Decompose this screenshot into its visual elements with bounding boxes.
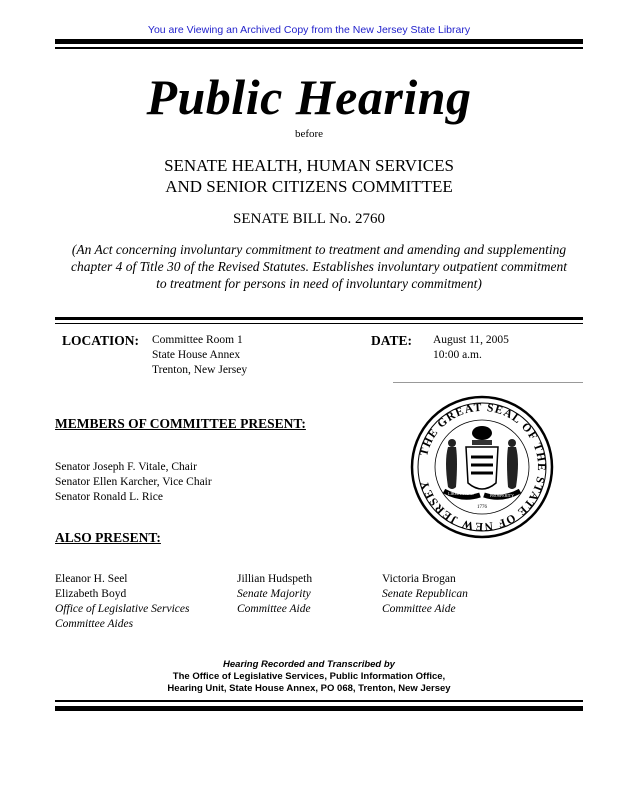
bill-description	[55, 241, 583, 292]
location-line-1: Committee Room 1	[152, 334, 243, 346]
attendee-role: Committee Aide	[382, 603, 456, 615]
horse-head-crest	[472, 426, 492, 440]
committee-name	[0, 155, 618, 197]
shield	[466, 447, 498, 489]
bill-number: SENATE BILL No. 2760	[233, 211, 385, 227]
liberty-figure	[446, 447, 457, 489]
date-divider	[393, 382, 583, 383]
description-line-3: to treatment for persons in need of involuntary commitment)	[156, 276, 482, 291]
mid-rule-thick	[55, 317, 583, 320]
attendee-role: Senate Majority	[237, 588, 311, 600]
members-heading: MEMBERS OF COMMITTEE PRESENT:	[55, 416, 306, 431]
archive-banner: You are Viewing an Archived Copy from the New Jersey State Library	[147, 24, 471, 36]
member-3: Senator Ronald L. Rice	[55, 491, 163, 503]
location-address	[152, 333, 247, 378]
also-present-heading: ALSO PRESENT:	[55, 530, 161, 545]
mid-rule-thin	[55, 323, 583, 324]
members-list	[55, 460, 212, 505]
attendee-role: Committee Aide	[237, 603, 311, 615]
location-line-3: Trenton, New Jersey	[152, 364, 248, 376]
seal-year: 1776	[477, 505, 487, 510]
committee-line-1: SENATE HEALTH, HUMAN SERVICES	[164, 156, 454, 175]
seal-ring-text: THE GREAT SEAL OF THE STATE OF NEW JERSEY	[418, 401, 548, 533]
date-label: DATE:	[371, 333, 413, 348]
attendee-name: Eleanor H. Seel	[55, 573, 128, 585]
footer-line-2: The Office of Legislative Services, Public Information Office,	[172, 671, 446, 682]
attendee-role: Committee Aides	[55, 618, 134, 630]
footer-line-3: Hearing Unit, State House Annex, PO 068, Trenton, New Jersey	[167, 683, 451, 694]
date-line-2: 10:00 a.m.	[433, 349, 482, 361]
footer-credit	[0, 659, 618, 695]
date-value	[433, 333, 509, 363]
ceres-figure	[507, 447, 518, 489]
ribbon-text-right: PROSPERITY	[490, 493, 515, 498]
date-line-1: August 11, 2005	[433, 334, 509, 346]
bottom-rule-thick	[55, 706, 583, 711]
also-present-col-2	[237, 572, 312, 617]
helmet	[472, 440, 492, 445]
also-present-col-1	[55, 572, 189, 632]
page-title: Public Hearing	[146, 69, 472, 125]
location-line-2: State House Annex	[152, 349, 241, 361]
location-label: LOCATION:	[62, 333, 140, 348]
attendee-role: Office of Legislative Services	[55, 603, 190, 615]
description-line-1: (An Act concerning involuntary commitment to treatment and amending and supplementing	[71, 242, 567, 257]
bottom-rule-thin	[55, 700, 583, 702]
attendee-name: Jillian Hudspeth	[237, 573, 313, 585]
before-text: before	[294, 128, 324, 140]
member-1: Senator Joseph F. Vitale, Chair	[55, 461, 197, 473]
top-rule-thick	[55, 39, 583, 44]
state-seal-icon	[410, 395, 554, 539]
attendee-role: Senate Republican	[382, 588, 468, 600]
committee-line-2: AND SENIOR CITIZENS COMMITTEE	[165, 177, 453, 196]
seal-crest	[444, 426, 520, 510]
description-line-2: chapter 4 of Title 30 of the Revised Statutes. Establishes involuntary outpatient commitment	[70, 259, 568, 274]
also-present-col-3	[382, 572, 468, 617]
top-rule-thin	[55, 47, 583, 49]
attendee-name: Elizabeth Boyd	[55, 588, 127, 600]
attendee-name: Victoria Brogan	[382, 573, 456, 585]
footer-line-1: Hearing Recorded and Transcribed by	[223, 659, 395, 670]
ribbon-text-left: LIBERTY AND	[448, 491, 474, 496]
member-2: Senator Ellen Karcher, Vice Chair	[55, 476, 212, 488]
